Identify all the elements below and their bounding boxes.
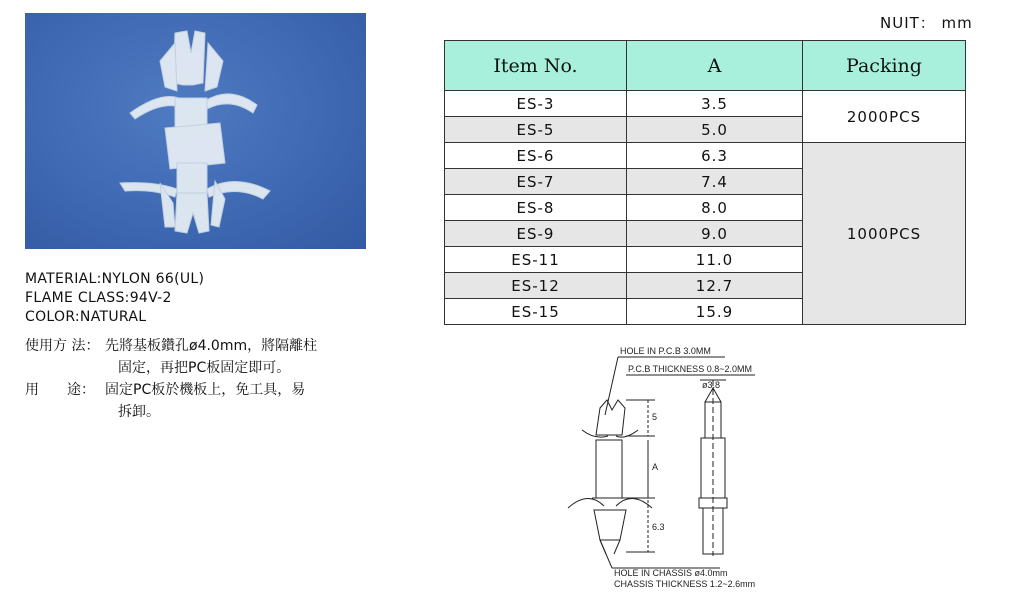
method-label: 使用方 法： bbox=[25, 338, 100, 354]
item-cell: ES-15 bbox=[445, 299, 627, 325]
table-row bbox=[445, 91, 966, 117]
usage-instructions bbox=[25, 335, 317, 423]
header-a: A bbox=[627, 41, 803, 91]
purpose-line-1: 固定PC板於機板上，免工具，易 bbox=[105, 382, 306, 398]
purpose-line-2: 拆卸。 bbox=[118, 404, 160, 420]
item-cell: ES-3 bbox=[445, 91, 627, 117]
item-cell: ES-12 bbox=[445, 273, 627, 299]
a-cell: 15.9 bbox=[627, 299, 803, 325]
unit-label: NUIT： mm bbox=[880, 14, 973, 32]
product-photo bbox=[25, 13, 366, 249]
material-specs bbox=[25, 270, 204, 327]
label-diameter: ø3.8 bbox=[702, 380, 721, 390]
item-cell: ES-7 bbox=[445, 169, 627, 195]
method-line-1: 先將基板鑽孔ø4.0mm，將隔離柱 bbox=[105, 338, 318, 354]
packing-cell: 2000PCS bbox=[803, 91, 966, 143]
a-cell: 6.3 bbox=[627, 143, 803, 169]
a-cell: 5.0 bbox=[627, 117, 803, 143]
item-cell: ES-6 bbox=[445, 143, 627, 169]
spec-table bbox=[444, 40, 966, 325]
label-dim-a: A bbox=[652, 462, 659, 472]
spacer-photo-illustration bbox=[25, 13, 366, 249]
item-cell: ES-8 bbox=[445, 195, 627, 221]
header-packing: Packing bbox=[803, 41, 966, 91]
a-cell: 11.0 bbox=[627, 247, 803, 273]
label-hole-chassis: HOLE IN CHASSIS ø4.0mm bbox=[614, 568, 728, 578]
method-line-2: 固定，再把PC板固定即可。 bbox=[118, 360, 291, 376]
item-cell: ES-11 bbox=[445, 247, 627, 273]
label-pcb-thickness: P.C.B THICKNESS 0.8~2.0MM bbox=[628, 364, 752, 374]
header-item-no: Item No. bbox=[445, 41, 627, 91]
a-cell: 9.0 bbox=[627, 221, 803, 247]
label-dim-bottom: 6.3 bbox=[652, 522, 665, 532]
item-cell: ES-9 bbox=[445, 221, 627, 247]
packing-cell: 1000PCS bbox=[803, 143, 966, 325]
color-text: COLOR:NATURAL bbox=[25, 309, 147, 325]
flame-class-text: FLAME CLASS:94V-2 bbox=[25, 290, 172, 306]
a-cell: 7.4 bbox=[627, 169, 803, 195]
a-cell: 3.5 bbox=[627, 91, 803, 117]
table-row bbox=[445, 143, 966, 169]
technical-drawing bbox=[560, 340, 780, 592]
a-cell: 8.0 bbox=[627, 195, 803, 221]
material-text: MATERIAL:NYLON 66(UL) bbox=[25, 271, 205, 287]
purpose-label: 用 途： bbox=[25, 382, 95, 398]
label-chassis-thickness: CHASSIS THICKNESS 1.2~2.6mm bbox=[614, 579, 756, 589]
label-hole-pcb: HOLE IN P.C.B 3.0MM bbox=[620, 346, 711, 356]
table-header-row bbox=[445, 41, 966, 91]
label-dim-top: 5 bbox=[652, 412, 658, 422]
item-cell: ES-5 bbox=[445, 117, 627, 143]
a-cell: 12.7 bbox=[627, 273, 803, 299]
